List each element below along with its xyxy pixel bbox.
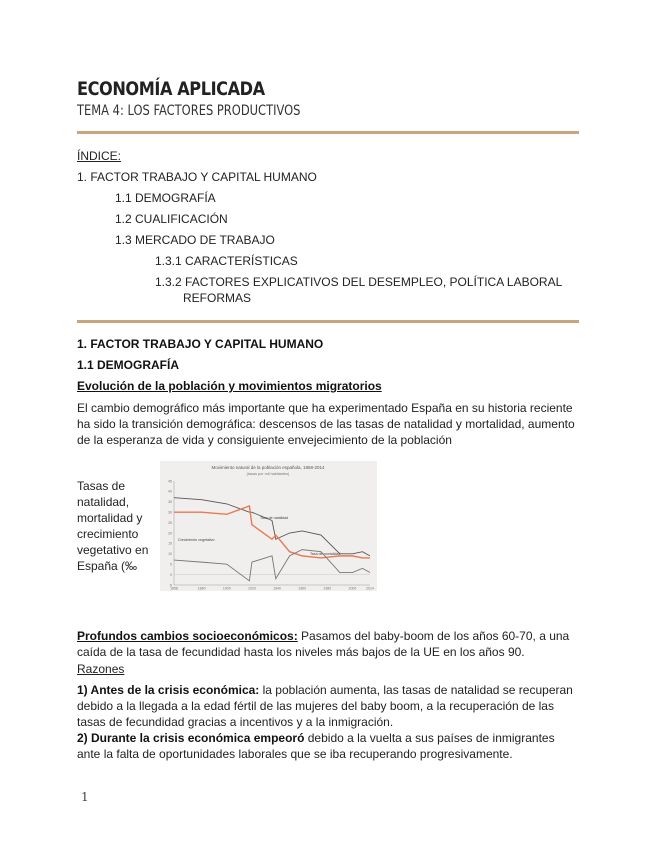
changes-title: Profundos cambios socioeconómicos: [77,629,298,643]
chart-x-tick-label: 2014 [366,586,374,591]
chart-y-tick-label: 35 [168,500,172,505]
chart-x-tick-label: 1900 [222,586,231,591]
page-number: 1 [81,790,89,804]
chart-x-tick-label: 1920 [247,586,256,591]
chart-series-line-1 [174,498,370,556]
chart-y-tick-label: -5 [168,583,172,588]
chart-series-label: Tasa de mortalidad [310,552,341,556]
chart-y-tick-label: 0 [170,572,172,577]
index-item[interactable]: 1.3.1 CARACTERÍSTICAS [155,254,298,268]
chart-x-tick-label: 1940 [273,586,281,591]
top-divider [77,131,579,134]
reasons-label: Razones [77,662,125,676]
topic-heading: Evolución de la población y movimientos migratorios [77,379,382,393]
figure-caption: Tasas de natalidad, mortalidad y crecimiento vegetativo en España (‰ [77,479,149,573]
document-subtitle: TEMA 4: LOS FACTORES PRODUCTIVOS [77,103,301,119]
index-item[interactable]: 1.3 MERCADO DE TRABAJO [115,233,275,247]
chart-x-tick-label: 1960 [298,586,307,591]
chart-y-tick-label: 15 [168,541,172,546]
chart-x-tick-label: 1858 [170,586,178,591]
subsection-heading: 1.1 DEMOGRAFÍA [77,358,180,372]
chart-title: Movimiento natural de la población española, 1858-2014 [211,465,325,470]
chart-x-tick-label: 2000 [348,586,357,591]
chart-y-tick-label: 40 [168,489,172,494]
chart-series-line-3 [174,550,370,581]
chart-y-tick-label: 25 [168,520,172,525]
chart-series-line-2 [174,506,370,558]
reason-2-text: debido a la vuelta a sus países de inmigrantes ante la falta de oportunidades laborales que se iba recuperando progresivamente. [77,731,555,761]
intro-paragraph: El cambio demográfico más importante que ha experimentado España en su historia reciente ha sido la transición demográfica: descensos de las tasas de natalidad y mortalidad, aumento de la esperanza de vida y consiguiente envejecimiento de la población [77,401,575,447]
reason-2-title: 2) Durante la crisis económica empeoró [77,731,305,745]
index-item[interactable]: REFORMAS [183,291,252,305]
section-divider [77,320,579,323]
section-heading: 1. FACTOR TRABAJO Y CAPITAL HUMANO [77,337,324,351]
demography-chart [160,461,377,591]
document-title: ECONOMÍA APLICADA [77,78,265,100]
chart-y-tick-label: 5 [170,562,172,567]
changes-text: Pasamos del baby-boom de los años 60-70, a una caída de la tasa de fecundidad hasta los niveles más bajos de la UE en los años 90. [77,629,570,659]
index-item[interactable]: 1.3.2 FACTORES EXPLICATIVOS DEL DESEMPLEO, POLÍTICA LABORAL [155,275,563,289]
chart-x-tick-label: 1880 [197,586,206,591]
chart-series-label: Crecimiento vegetativo [178,538,215,542]
index-item[interactable]: 1.2 CUALIFICACIÓN [115,212,228,226]
changes-paragraph [77,628,577,660]
reason-1-paragraph [77,682,577,730]
index-item[interactable]: 1. FACTOR TRABAJO Y CAPITAL HUMANO [77,170,317,184]
reason-2-paragraph [77,730,577,762]
chart-y-tick-label: 45 [168,479,172,484]
chart-x-tick-label: 1980 [323,586,332,591]
chart-subtitle: (tasas por mil habitantes) [246,472,290,476]
index-item[interactable]: 1.1 DEMOGRAFÍA [115,191,216,205]
chart-series-label: Tasa de natalidad [260,516,289,520]
reason-1-title: 1) Antes de la crisis económica: [77,683,260,697]
chart-y-tick-label: 30 [168,510,172,515]
chart-y-tick-label: 10 [168,552,172,557]
reason-1-text: la población aumenta, las tasas de natalidad se recuperan debido a la llegada a la edad fértil de las mujeres del baby boom, a la recuperación de las tasas de fecundidad gracias a incentivos y a la inmigración. [77,683,573,729]
chart-y-tick-label: 20 [168,531,172,536]
index-label: ÍNDICE: [77,149,122,163]
